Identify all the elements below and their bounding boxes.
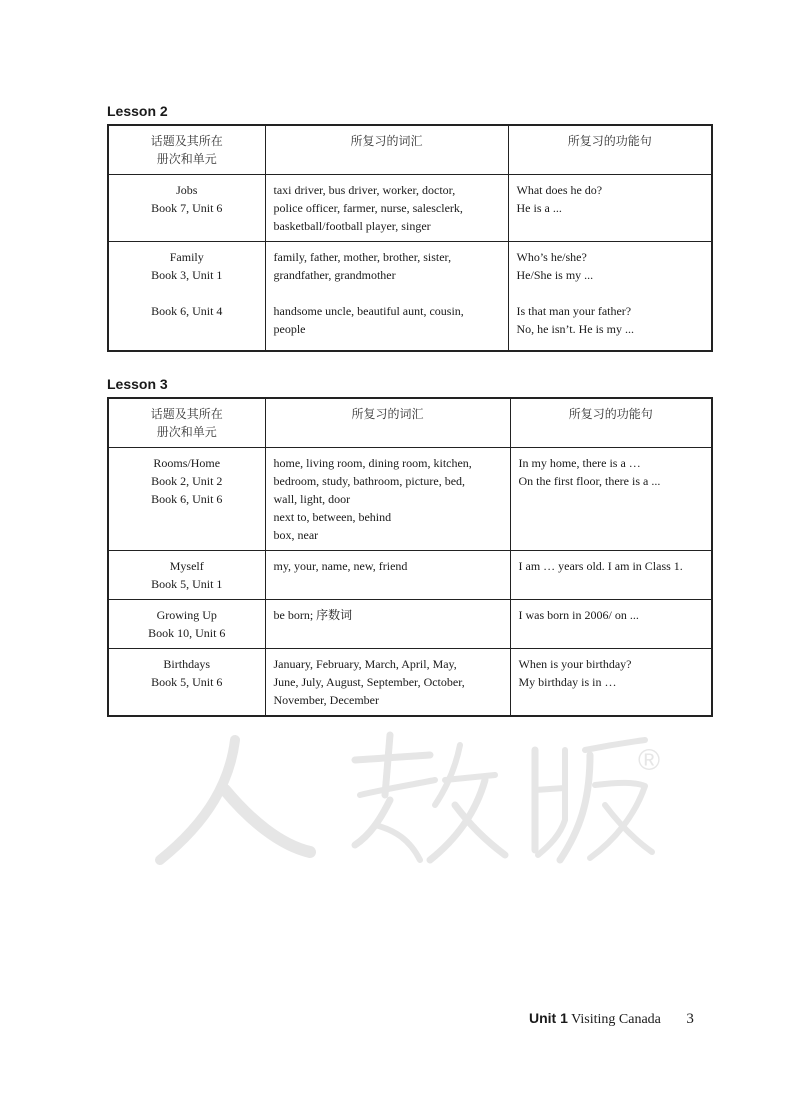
footer-unit-label: Unit 1 [529, 1010, 568, 1026]
table-header-row [108, 125, 712, 175]
header-topic: 话题及其所在 册次和单元 [108, 125, 265, 175]
table-row [108, 242, 712, 351]
table-header-row [108, 398, 712, 448]
table-row [108, 649, 712, 717]
topic-cell: Jobs Book 7, Unit 6 [108, 175, 265, 242]
sentences-cell: I am … years old. I am in Class 1. [510, 551, 712, 600]
publisher-watermark-logo [140, 720, 660, 870]
sentences-cell: In my home, there is a … On the first floor, there is a ... [510, 448, 712, 551]
header-topic: 话题及其所在 册次和单元 [108, 398, 265, 448]
lesson-2-table [107, 124, 713, 352]
topic-cell: Growing Up Book 10, Unit 6 [108, 600, 265, 649]
sentences-cell: I was born in 2006/ on ... [510, 600, 712, 649]
registered-mark: ® [638, 744, 660, 777]
sentences-cell: What does he do? He is a ... [508, 175, 712, 242]
page-footer [529, 1010, 694, 1028]
vocab-cell: home, living room, dining room, kitchen, bedroom, study, bathroom, picture, bed, wall, light, door next to, between, behind box, near [265, 448, 510, 551]
topic-cell: Rooms/Home Book 2, Unit 2 Book 6, Unit 6 [108, 448, 265, 551]
header-sentences: 所复习的功能句 [508, 125, 712, 175]
lesson-2-title: Lesson 2 [107, 103, 168, 119]
lesson-3-table [107, 397, 713, 717]
sentences-cell: When is your birthday? My birthday is in … [510, 649, 712, 717]
vocab-cell: be born; 序数词 [265, 600, 510, 649]
vocab-cell: January, February, March, April, May, June, July, August, September, October, November, December [265, 649, 510, 717]
vocab-cell: my, your, name, new, friend [265, 551, 510, 600]
header-vocab: 所复习的词汇 [265, 398, 510, 448]
page-number: 3 [686, 1011, 694, 1027]
vocab-cell: taxi driver, bus driver, worker, doctor, police officer, farmer, nurse, salesclerk, basketball/football player, singer [265, 175, 508, 242]
topic-cell: Myself Book 5, Unit 1 [108, 551, 265, 600]
vocab-cell: family, father, mother, brother, sister, grandfather, grandmother handsome uncle, beautiful aunt, cousin, people [265, 242, 508, 351]
header-vocab: 所复习的词汇 [265, 125, 508, 175]
sentences-cell: Who’s he/she? He/She is my ... Is that man your father? No, he isn’t. He is my ... [508, 242, 712, 351]
table-row [108, 448, 712, 551]
topic-cell: Family Book 3, Unit 1 Book 6, Unit 4 [108, 242, 265, 351]
table-row [108, 600, 712, 649]
lesson-3-title: Lesson 3 [107, 376, 168, 392]
header-sentences: 所复习的功能句 [510, 398, 712, 448]
table-row [108, 551, 712, 600]
table-row [108, 175, 712, 242]
footer-unit-title: Visiting Canada [571, 1012, 661, 1027]
topic-cell: Birthdays Book 5, Unit 6 [108, 649, 265, 717]
